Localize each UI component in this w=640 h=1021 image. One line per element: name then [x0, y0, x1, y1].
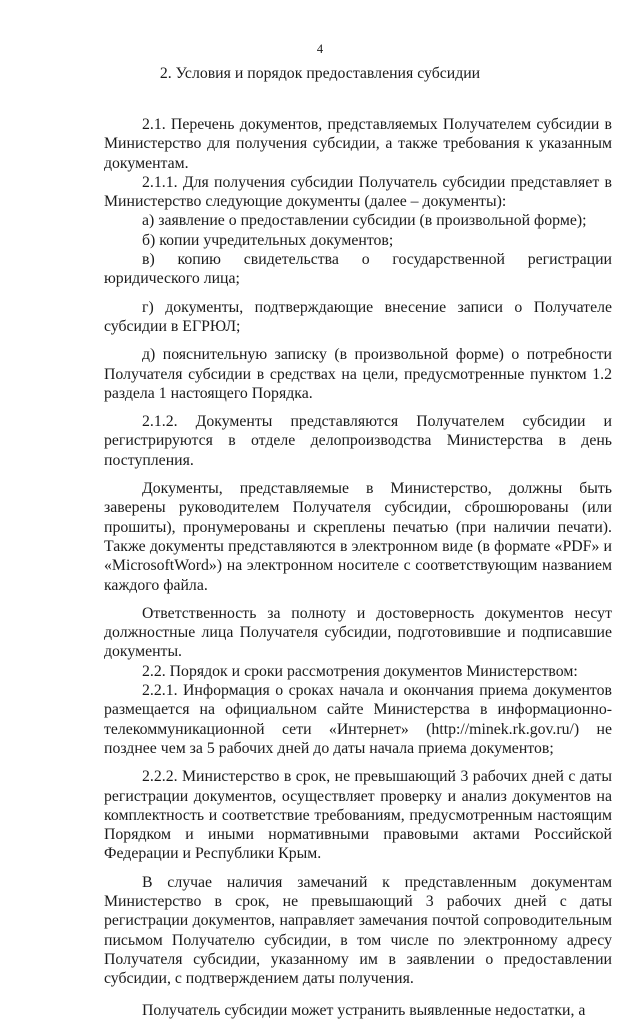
document-body — [104, 106, 612, 1021]
list-item-v: в) копию свидетельства о государственной регистрации юридического лица; — [104, 251, 612, 288]
paragraph-remarks: В случае наличия замечаний к представленным документам Министерство в срок, не превышающий 3 рабочих дней с даты регистрации документов, направляет замечания почтой сопроводительным письмом Получателю субсидии, в том числе по электронному адресу Получателя субсидии, указанному им в заявлении о предоставлении субсидии, с подтверждением даты получения. — [104, 873, 612, 988]
paragraph-2-2-1: 2.2.1. Информация о сроках начала и окончания приема документов размещается на официальном сайте Министерства в информационно-телекоммуникационной сети «Интернет» (http://minek.rk.gov.ru/) не позднее чем за 5 рабочих дней до даты начала приема документов; — [104, 682, 612, 757]
list-item-d: д) пояснительную записку (в произвольной форме) о потребности Получателя субсидии в средствах на цели, предусмотренные пунктом 1.2 раздела 1 настоящего Порядка. — [104, 346, 612, 402]
section-title: 2. Условия и порядок предоставления субсидии — [159, 65, 481, 82]
list-item-b: б) копии учредительных документов; — [142, 231, 394, 249]
paragraph-certification: Документы, представляемые в Министерство, должны быть заверены руководителем Получателя субсидии, сброшюрованы (или прошиты), пронумерованы и скреплены печатью (при наличии печати). Также документы представляются в электронном виде (в формате «PDF» и «MicrosoftWord») на электронном носителе с соответствующим названием каждого файла. — [104, 480, 612, 594]
page-number: 4 — [316, 42, 324, 56]
list-item-a: а) заявление о предоставлении субсидии (в произвольной форме); — [142, 212, 587, 230]
paragraph-2-1-2: 2.1.2. Документы представляются Получателем субсидии и регистрируются в отделе делопроизводства Министерства в день поступления. — [104, 413, 612, 469]
paragraph-2-2: 2.2. Порядок и сроки рассмотрения документов Министерством: — [142, 662, 578, 680]
paragraph-2-1: 2.1. Перечень документов, представляемых Получателем субсидии в Министерство для получения субсидии, а также требования к указанным документам. — [104, 116, 612, 172]
paragraph-2-1-1: 2.1.1. Для получения субсидии Получатель субсидии представляет в Министерство следующие документы (далее – документы): — [104, 173, 612, 211]
paragraph-responsibility: Ответственность за полноту и достоверность документов несут должностные лица Получателя субсидии, подготовившие и подписавшие документы. — [104, 604, 612, 661]
paragraph-2-2-2: 2.2.2. Министерство в срок, не превышающий 3 рабочих дней с даты регистрации документов, осуществляет проверку и анализ документов на комплектность и соответствие требованиям, предусмотренным настоящим Порядком и иными нормативными правовыми актами Российской Федерации и Республики Крым. — [104, 768, 612, 863]
list-item-g: г) документы, подтверждающие внесение записи о Получателе субсидии в ЕГРЮЛ; — [104, 298, 612, 335]
paragraph-recipient-fix: Получатель субсидии может устранить выявленные недостатки, а — [142, 1002, 586, 1020]
